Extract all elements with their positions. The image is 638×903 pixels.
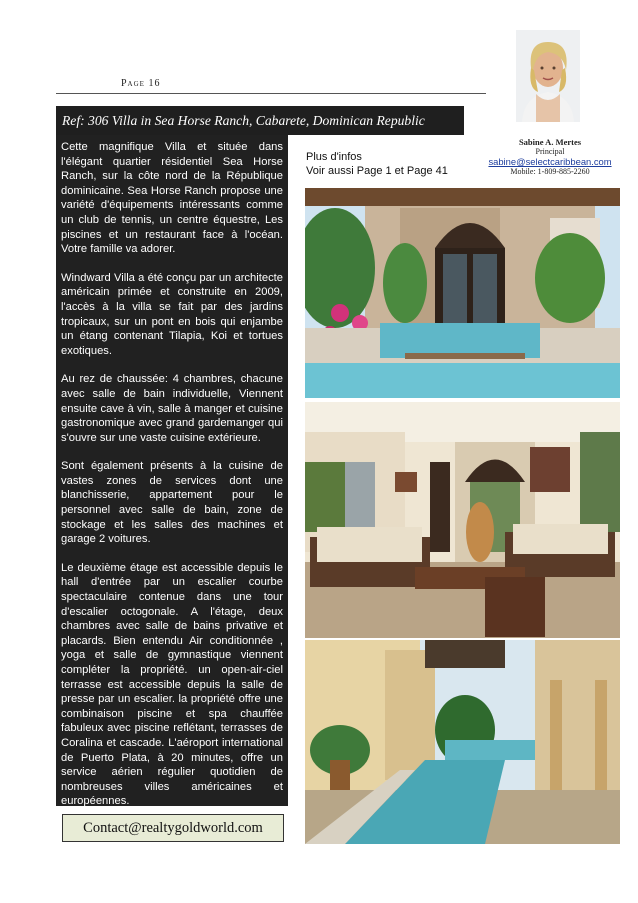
more-info-block	[306, 150, 448, 178]
description-panel	[56, 135, 288, 806]
more-info-heading: Plus d'infos	[306, 151, 362, 163]
page-label: Page 16	[121, 78, 161, 89]
villa-entrance-pool-photo	[305, 188, 620, 398]
agent-portrait	[516, 30, 580, 122]
description-paragraph: Windward Villa a été conçu par un architecte américain primée et construite en 2009, l'accès à la villa se fait par des jardins tropicaux, sur un pont en bois qui enjambe un étang contenant Tilapia, Koi et tortues exotiques.	[61, 271, 283, 357]
villa-pool-courtyard-photo	[305, 640, 620, 844]
villa-living-room-photo	[305, 402, 620, 638]
header-rule	[56, 93, 486, 94]
agent-card	[480, 137, 620, 176]
more-info-pages: Voir aussi Page 1 et Page 41	[306, 165, 448, 177]
description-paragraph: Au rez de chaussée: 4 chambres, chacune avec salle de bain individuelle, Viennent ensuite cave à vin, salle à manger et cuisine gastronomique avec grand gardemanger qui s'ouvre sur une vaste cuisine extérieure.	[61, 373, 283, 444]
agent-email-link[interactable]: sabine@selectcaribbean.com	[488, 156, 612, 167]
description-paragraph: Le deuxième étage est accessible depuis le hall d'entrée par un escalier courbe spectaculaire contenue dans une tour d'escalier octogonale. A l'étage, deux chambres avec salle de bains privative et placards. Bien entendu Air conditionnée , yoga et salle de gymnastique viennent compléter la propriété. un open-air-ciel terrasse est accessible depuis la salle de presse par un escalier. la propriété offre une combinaison piscine et spa chauffée fabuleux avec piscine reflétant, terrasses de Coralina et cascade. L'aéroport international de Puerto Plata, à 20 minutes, offre un service aérien régulier quotidien de nombreuses villes américaines et européennes.	[61, 561, 283, 808]
agent-name: Sabine A. Mertes	[518, 137, 582, 147]
contact-email-box[interactable]: Contact@realtygoldworld.com	[62, 814, 284, 842]
agent-title: Principal	[535, 147, 565, 156]
listing-title-bar: Ref: 306 Villa in Sea Horse Ranch, Cabarete, Dominican Republic	[56, 106, 464, 135]
agent-mobile: Mobile: 1-809-885-2260	[510, 167, 590, 176]
description-paragraph: Sont également présents à la cuisine de vastes zones de services dont une blanchisserie, appartement pour le personnel avec salle de bain, zone de stockage et les salles des machines et garage 2 voitures.	[61, 460, 283, 546]
description-paragraph: Cette magnifique Villa et située dans l'élégant quartier résidentiel Sea Horse Ranch, sur la côte nord de la République dominicaine. Sea Horse Ranch propose une variété d'équipements intéressants comme un club de tennis, un centre équestre, Les piscines et un restaurant face à l'océan. Votre famille va adorer.	[61, 141, 283, 256]
